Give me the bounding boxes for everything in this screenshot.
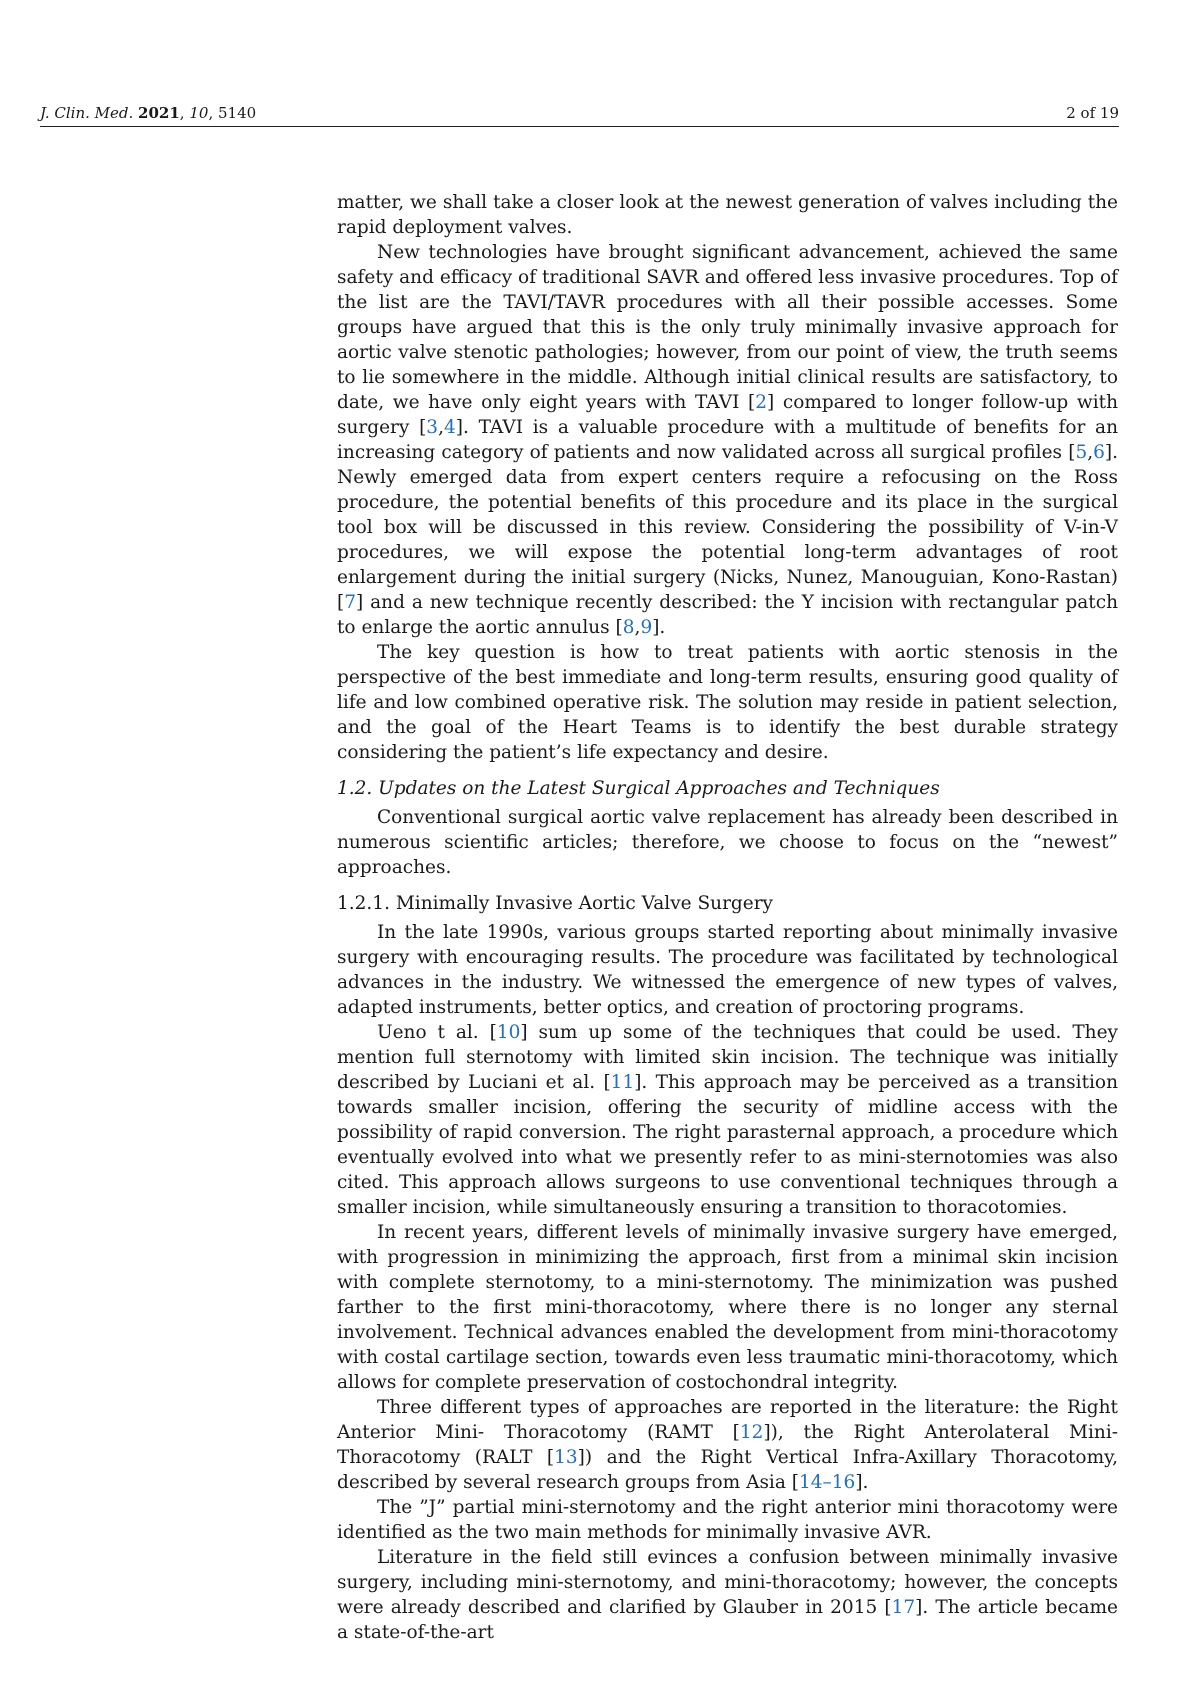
page-number: 2 of 19 (1066, 104, 1119, 122)
paragraph: In recent years, different levels of minimally invasive surgery have emerged, with progression in minimizing the approach, first from a minimal skin incision with complete sternotomy, to a mini-sternotomy. The minimization was pushed farther to the first mini-thoracotomy, where there is no longer any sternal involvement. Technical advances enabled the development from mini-thoracotomy with costal cartilage section, towards even less traumatic mini-thoracotomy, which allows for complete preservation of costochondral integrity. (337, 1222, 1118, 1393)
paragraph: New technologies have brought significant advancement, achieved the same safety and efficacy of traditional SAVR and offered less invasive procedures. Top of the list are the TAVI/TAVR procedures with all their possible accesses. Some groups have argued that this is the only truly minimally invasive approach for aortic valve stenotic pathologies; however, from our point of view, the truth seems to lie somewhere in the middle. Although initial clinical results are satisfactory, to date, we have only eight years with TAVI [2] compared to longer follow-up with surgery [3,4]. TAVI is a valuable procedure with a multitude of benefits for an increasing category of patients and now validated across all surgical profiles [5,6]. Newly emerged data from expert centers require a refocusing on the Ross procedure, the potential benefits of this procedure and its place in the surgical tool box will be discussed in this review. Considering the possibility of V-in-V procedures, we will expose the potential long-term advantages of root enlargement during the initial surgery (Nicks, Nunez, Manouguian, Kono-Rastan) [7] and a new technique recently described: the Y incision with rectangular patch to enlarge the aortic annulus [8,9]. (337, 242, 1118, 638)
citation-link[interactable]: 14–16 (798, 1472, 856, 1493)
citation-link[interactable]: 5 (1075, 442, 1088, 463)
citation-link[interactable]: 17 (891, 1597, 916, 1618)
journal-year: 2021 (138, 104, 180, 122)
paragraph: The key question is how to treat patients with aortic stenosis in the perspective of the best immediate and long-term results, ensuring good quality of life and low combined operative risk. The solution may reside in patient selection, and the goal of the Heart Teams is to identify the best durable strategy considering the patient’s life expectancy and desire. (337, 642, 1118, 763)
paragraph: Literature in the field still evinces a confusion between minimally invasive surgery, including mini-sternotomy, and mini-thoracotomy; however, the concepts were already described and clarified by Glauber in 2015 [17]. The article became a state-of-the-art (337, 1547, 1118, 1643)
paragraph: matter, we shall take a closer look at the newest generation of valves including the rapid deployment valves. (337, 192, 1118, 238)
paragraph: Three different types of approaches are reported in the literature: the Right Anterior Mini- Thoracotomy (RAMT [12]), the Right Anterolateral Mini-Thoracotomy (RALT [13]) and the Right Vertical Infra-Axillary Thoracotomy, described by several research groups from Asia [14–16]. (337, 1397, 1118, 1493)
article-number: 5140 (217, 104, 257, 122)
citation-link[interactable]: 8 (622, 617, 635, 638)
journal-volume: 10 (189, 104, 209, 122)
article-body (337, 190, 1118, 1645)
citation-link[interactable]: 7 (344, 592, 356, 613)
citation-link[interactable]: 6 (1093, 442, 1105, 463)
subsection-heading: 1.2.1. Minimally Invasive Aortic Valve Surgery (337, 893, 773, 914)
citation-link[interactable]: 9 (640, 617, 653, 638)
paragraph: Ueno t al. [10] sum up some of the techniques that could be used. They mention full sternotomy with limited skin incision. The technique was initially described by Luciani et al. [11]. This approach may be perceived as a transition towards smaller incision, offering the security of midline access with the possibility of rapid conversion. The right parasternal approach, a procedure which eventually evolved into what we presently refer to as mini-sternotomies was also cited. This approach allows surgeons to use conventional techniques through a smaller incision, while simultaneously ensuring a transition to thoracotomies. (337, 1022, 1118, 1218)
citation-link[interactable]: 4 (443, 417, 456, 438)
paragraph: Conventional surgical aortic valve replacement has already been described in numerous scientific articles; therefore, we choose to focus on the “newest” approaches. (337, 807, 1118, 878)
page-header (40, 100, 1119, 127)
paragraph: In the late 1990s, various groups started reporting about minimally invasive surgery with encouraging results. The procedure was facilitated by technological advances in the industry. We witnessed the emergence of new types of valves, adapted instruments, better optics, and creation of proctoring programs. (337, 922, 1118, 1018)
section-heading: 1.2. Updates on the Latest Surgical Approaches and Techniques (337, 778, 940, 799)
citation-link[interactable]: 2 (755, 392, 768, 413)
journal-name: J. Clin. Med. (40, 104, 134, 122)
citation-link[interactable]: 12 (739, 1422, 764, 1443)
journal-citation: J. Clin. Med. 2021, 10, 5140 (40, 104, 257, 122)
citation-link[interactable]: 3 (426, 417, 439, 438)
citation-link[interactable]: 10 (496, 1022, 521, 1043)
citation-link[interactable]: 11 (610, 1072, 635, 1093)
citation-link[interactable]: 13 (554, 1447, 578, 1468)
paragraph: The ”J” partial mini-sternotomy and the right anterior mini thoracotomy were identified as the two main methods for minimally invasive AVR. (337, 1497, 1118, 1543)
